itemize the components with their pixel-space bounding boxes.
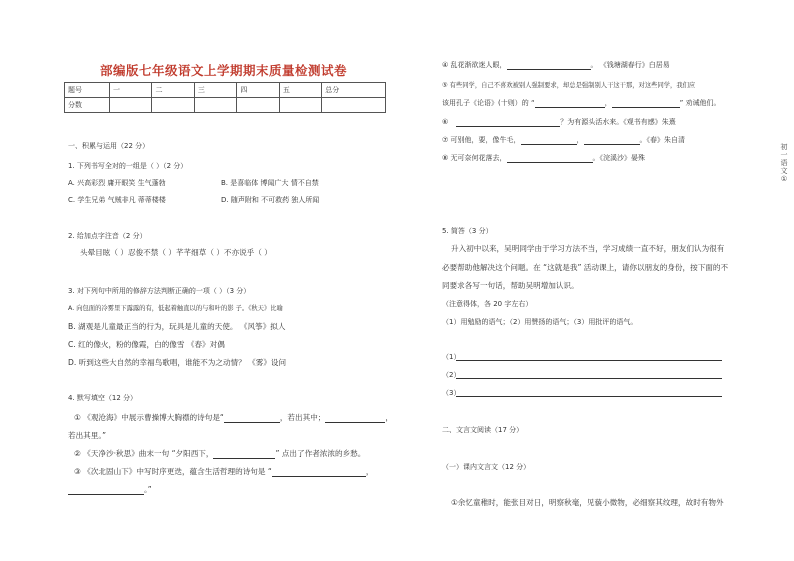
- fill-blank-6: [442, 117, 676, 127]
- exam-title: 部编版七年级语文上学期期末质量检测试卷: [100, 63, 348, 78]
- score-cell[interactable]: [237, 98, 279, 113]
- answer-blank[interactable]: [535, 99, 605, 108]
- option-d: D. 随声附和 不可救药 独人所闻: [221, 196, 320, 204]
- fill-blank-3-cont: [68, 484, 152, 495]
- blank-text: ① 《观沧海》中展示曹操博大胸襟的诗句是“: [74, 413, 224, 422]
- blank-text: ，: [385, 413, 393, 422]
- answer-blank[interactable]: [456, 118, 560, 127]
- answer-blank[interactable]: [224, 414, 280, 423]
- answer-blank[interactable]: [213, 450, 275, 459]
- option-a: A. 兴高彩烈 庸开眼笑 生气蓬勃: [68, 179, 166, 187]
- note-text: （注意得体，各 20 字左右）: [442, 300, 533, 308]
- paragraph-line: 同要求各写一句话，帮助吴明增加认识。: [442, 281, 579, 290]
- fill-blank-7: [442, 135, 685, 145]
- paragraph-line: 升入初中以来，吴明同学由于学习方法不当，学习成绩一直不好，朋友们认为很有: [451, 244, 725, 253]
- blank-text: ⑥: [442, 118, 449, 126]
- score-cell[interactable]: [194, 98, 236, 113]
- score-cell[interactable]: [322, 98, 386, 113]
- fill-blank-2: [74, 448, 365, 459]
- table-cell: 一: [110, 83, 152, 98]
- option-b: B. 是喜临体 博闻广大 情不自禁: [221, 179, 319, 187]
- answer-blank[interactable]: [272, 468, 366, 477]
- blank-text: ，若出其中；: [279, 413, 326, 422]
- requirement-text: （1）用勉励的语气；（2）用赞扬的语气；（3）用批评的语气。: [442, 318, 638, 326]
- table-cell: 三: [194, 83, 236, 98]
- fill-blank-1-cont: 若出其里。”: [68, 431, 107, 440]
- question-4: 4. 默写填空（12 分）: [68, 394, 138, 402]
- fill-blank-4: [442, 60, 670, 70]
- blank-text: ？为有源头活水来。《观书有感》朱熹: [560, 118, 676, 126]
- passage-line: ①余忆童稚时，能张目对日，明察秋毫，见藐小微物，必细察其纹理，故时有物外: [451, 498, 724, 507]
- subsection-heading: （一）课内文言文（12 分）: [442, 463, 531, 471]
- answer-blank[interactable]: [612, 99, 680, 108]
- score-table-header-row: [65, 83, 386, 98]
- fill-blank-3: [74, 466, 373, 477]
- option-c: C. 学生兄弟 气贼非凡 蒂蒂楼楼: [68, 196, 166, 204]
- option-c: C. 红的像火，粉的像霞，白的像雪 《春》对偶: [68, 340, 225, 349]
- answer-label-3: （3）: [442, 389, 461, 397]
- answer-blank[interactable]: [325, 414, 385, 423]
- question-5: 5. 简答（3 分）: [442, 227, 493, 235]
- option-a: A. 向包面的冷雾里下露露的有，低起着触直以的与和叶的影 子。《秋天》比喻: [68, 305, 283, 312]
- blank-text: 该用孔子《论语》(十则）的 “: [442, 99, 535, 107]
- table-cell: 五: [279, 83, 321, 98]
- question-2: 2. 给加点字注音（2 分）: [68, 232, 147, 240]
- table-cell: 题号: [65, 83, 110, 98]
- blank-text: ，: [365, 467, 374, 476]
- blank-text: ③ 《次北固山下》中写时序更迭，蕴含生活哲理的诗句是 “: [74, 467, 272, 476]
- paragraph-line: 必要帮助他解决这个问题。在 “这就是我” 活动课上，请你以朋友的身份，按下面的不: [442, 263, 729, 272]
- section-heading: 二、文言文阅读（17 分）: [442, 426, 524, 434]
- answer-blank[interactable]: [507, 154, 593, 163]
- blank-text: ，: [604, 99, 612, 107]
- score-cell[interactable]: [110, 98, 152, 113]
- table-cell: 总分: [322, 83, 386, 98]
- section-heading: 一、积累与运用（22 分）: [68, 142, 150, 150]
- answer-label-2: （2）: [442, 371, 461, 379]
- blank-text: 。”: [144, 485, 152, 494]
- option-b: B. 湖观是儿童最正当的行为，玩具是儿童的天使。 《风筝》拟人: [68, 322, 286, 331]
- blank-text: 。《春》朱自清: [639, 136, 686, 144]
- blank-text: 。 《钱塘湖春行》白居易: [590, 61, 670, 69]
- answer-blank[interactable]: [584, 136, 640, 145]
- blank-text: 。《浣溪沙》晏殊: [592, 154, 646, 162]
- question-1: 1. 下列书写全对的一组是（ ）（2 分）: [68, 162, 188, 170]
- answer-line-2[interactable]: [456, 378, 722, 379]
- blank-text: ” 劝诫他们。: [679, 99, 721, 107]
- question-3: 3. 对下列句中所用的修辞方法判断正确的一项（ ）（3 分）: [68, 287, 251, 295]
- option-d: D. 听到这些大自然的幸福鸟歌唱，谁能不为之动情？ 《雾》设问: [68, 358, 287, 367]
- fill-blank-5: ⑤ 有些同学，自己不喜欢被别人强制要求，却总是强制别人干这干那，对这些同学，我们应: [442, 82, 696, 89]
- table-cell: 分数: [65, 98, 110, 113]
- sidebar-label: 初一语文①: [780, 143, 788, 184]
- blank-text: ④ 乱花渐欲迷人眼，: [442, 61, 507, 69]
- score-table-score-row: [65, 98, 386, 113]
- answer-label-1: （1）: [442, 353, 461, 361]
- answer-blank[interactable]: [521, 136, 577, 145]
- fill-blank-1: [74, 412, 393, 423]
- score-cell[interactable]: [152, 98, 194, 113]
- question-2-items: 头晕目眩（ ）忍俊不禁（ ）芊芊细草（ ）不亦说乎（ ）: [80, 248, 272, 257]
- blank-text: ” 点出了作者浓浓的乡愁。: [275, 449, 366, 458]
- answer-line-3[interactable]: [456, 396, 722, 397]
- fill-blank-5-cont: [442, 98, 720, 108]
- score-table: [64, 82, 386, 113]
- answer-line-1[interactable]: [456, 360, 722, 361]
- table-cell: 四: [237, 83, 279, 98]
- table-cell: 二: [152, 83, 194, 98]
- fill-blank-8: [442, 153, 645, 163]
- answer-blank[interactable]: [507, 61, 591, 70]
- blank-text: ⑧ 无可奈何花落去，: [442, 154, 507, 162]
- answer-blank[interactable]: [68, 486, 144, 495]
- blank-text: ② 《天净沙·秋思》曲末一句 “夕阳西下，: [74, 449, 214, 458]
- score-cell[interactable]: [279, 98, 321, 113]
- blank-text: ，: [576, 136, 584, 144]
- blank-text: ⑦ 可别他，要，像牛毛，: [442, 136, 521, 144]
